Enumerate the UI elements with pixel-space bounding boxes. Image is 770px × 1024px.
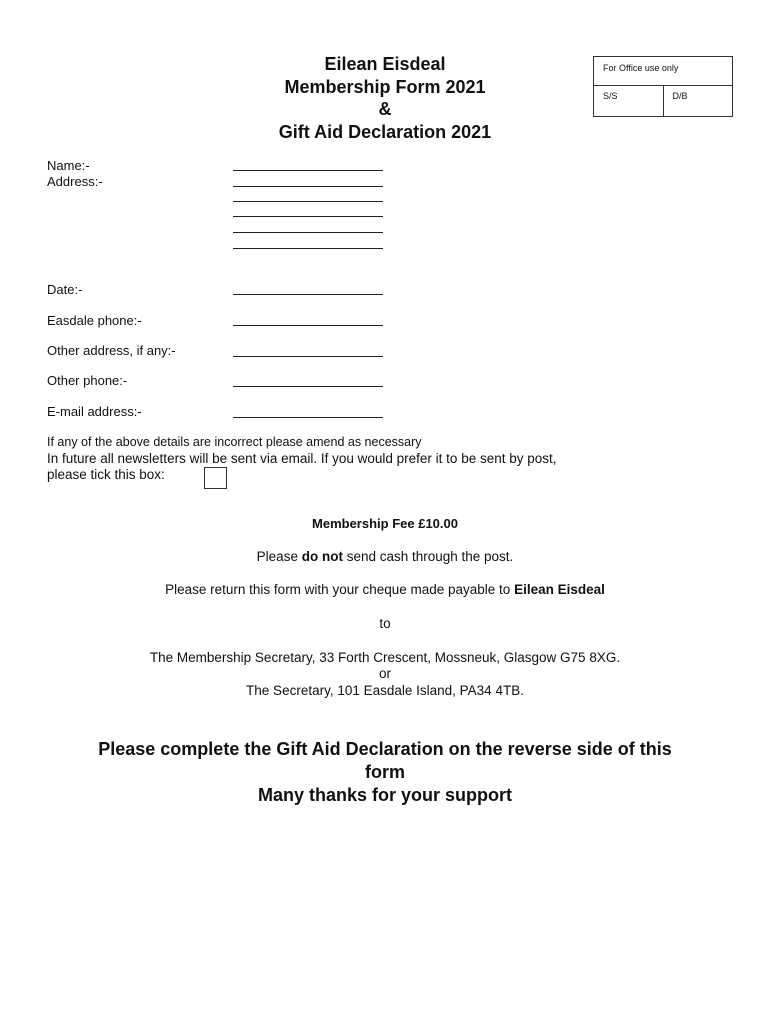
- address-field-line-3[interactable]: [233, 216, 383, 217]
- cash-notice-emphasis: do not: [301, 549, 343, 564]
- easdale-phone-field[interactable]: [233, 325, 383, 326]
- or-text: or: [378, 666, 391, 681]
- office-use-heading: For Office use only: [594, 57, 732, 86]
- address-field-line-4[interactable]: [233, 232, 383, 233]
- name-label: Name:-: [47, 158, 90, 173]
- office-use-ss-cell: S/S: [603, 91, 618, 101]
- title-line-1: Eilean Eisdeal: [324, 54, 446, 74]
- address-field-line-2[interactable]: [233, 201, 383, 202]
- cash-notice: [0, 549, 770, 565]
- office-use-row: [594, 86, 732, 116]
- title-line-4: Gift Aid Declaration 2021: [278, 121, 492, 142]
- date-label: Date:-: [47, 282, 83, 297]
- closing-line-3: Many thanks for your support: [257, 785, 513, 805]
- easdale-phone-label: Easdale phone:-: [47, 313, 142, 328]
- title-line-2: Membership Form 2021: [284, 76, 486, 97]
- office-use-box: [593, 56, 733, 117]
- membership-secretary-address: The Membership Secretary, 33 Forth Crescent, Mossneuk, Glasgow G75 8XG.: [149, 650, 621, 665]
- other-address-label: Other address, if any:-: [47, 343, 176, 358]
- other-address-field[interactable]: [233, 356, 383, 357]
- return-notice: [0, 582, 770, 598]
- newsletter-note-line-1: In future all newsletters will be sent via email. If you would prefer it to be sent by post,: [47, 451, 557, 466]
- post-newsletter-checkbox[interactable]: [204, 467, 227, 489]
- other-phone-field[interactable]: [233, 386, 383, 387]
- other-phone-label: Other phone:-: [47, 373, 128, 388]
- amend-note: If any of the above details are incorrect please amend as necessary: [47, 435, 422, 449]
- newsletter-note-line-2: please tick this box:: [47, 467, 165, 482]
- cash-notice-pre: Please: [256, 549, 302, 564]
- return-notice-payee: Eilean Eisdeal: [514, 582, 605, 597]
- membership-fee: Membership Fee £10.00: [312, 516, 458, 531]
- office-use-db-cell: D/B: [663, 86, 733, 116]
- name-field[interactable]: [233, 170, 383, 171]
- email-field[interactable]: [233, 417, 383, 418]
- address-field-line-5[interactable]: [233, 248, 383, 249]
- closing-line-2: form: [365, 762, 405, 782]
- address-label: Address:-: [47, 174, 103, 189]
- cash-notice-post: send cash through the post.: [342, 549, 514, 564]
- form-title: [235, 53, 535, 143]
- to-text: to: [379, 616, 391, 631]
- email-label: E-mail address:-: [47, 404, 142, 419]
- closing-message: [40, 738, 730, 807]
- secretary-address: The Secretary, 101 Easdale Island, PA34 4TB.: [246, 683, 524, 698]
- title-line-3: &: [378, 99, 392, 119]
- address-field-line-1[interactable]: [233, 186, 383, 187]
- closing-line-1: Please complete the Gift Aid Declaration on the reverse side of this: [98, 739, 672, 759]
- return-notice-pre: Please return this form with your cheque made payable to: [165, 582, 515, 597]
- date-field[interactable]: [233, 294, 383, 295]
